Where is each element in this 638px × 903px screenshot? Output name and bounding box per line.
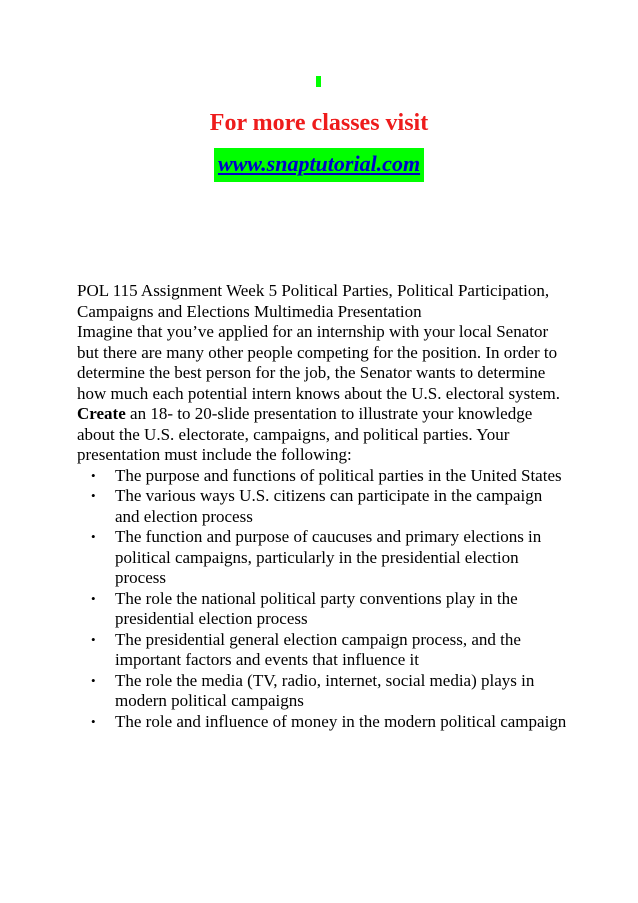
- list-item: [77, 466, 567, 487]
- assignment-intro: Imagine that you’ve applied for an internship with your local Senator but there are many other people competing for the position. In order to determine the best person for the job, the Senator wants to determine how much each potential intern knows about the U.S. electoral system.: [77, 322, 560, 403]
- bullet-icon: •: [91, 590, 96, 606]
- list-item: [77, 589, 567, 630]
- list-item-text: The role the national political party conventions play in the presidential election process: [115, 588, 518, 628]
- create-text: an 18- to 20-slide presentation to illustrate your knowledge about the U.S. electorate, campaigns, and political parties. Your presentation must include the following:: [77, 404, 533, 464]
- assignment-title: POL 115 Assignment Week 5 Political Parties, Political Participation, Campaigns and Elections Multimedia Presentation: [77, 281, 550, 321]
- list-item-text: The role the media (TV, radio, internet, social media) plays in modern political campaigns: [115, 670, 535, 710]
- bullet-icon: •: [91, 488, 96, 503]
- list-item: [77, 486, 567, 527]
- list-item-text: The role and influence of money in the modern political campaign: [115, 711, 567, 731]
- assignment-instructions: [77, 404, 567, 466]
- list-item-text: The purpose and functions of political parties in the United States: [115, 465, 562, 485]
- promo-headline: For more classes visit: [209, 110, 429, 136]
- list-item: [77, 671, 567, 712]
- assignment-body: [77, 281, 567, 732]
- bullet-icon: •: [91, 529, 96, 544]
- list-item: [77, 527, 567, 589]
- website-link[interactable]: www.snaptutorial.com: [214, 148, 424, 182]
- bullet-icon: •: [91, 631, 96, 647]
- list-item-text: The function and purpose of caucuses and primary elections in political campaigns, particularly in the presidential election process: [115, 527, 542, 587]
- list-item: [77, 712, 567, 733]
- requirements-list: [77, 466, 567, 733]
- create-keyword: Create: [77, 404, 126, 423]
- list-item: [77, 630, 567, 671]
- bullet-icon: •: [91, 467, 96, 483]
- bullet-icon: •: [91, 713, 96, 729]
- list-item-text: The presidential general election campaign process, and the important factors and events that influence it: [115, 629, 521, 669]
- highlight-marker: [316, 76, 321, 87]
- list-item-text: The various ways U.S. citizens can participate in the campaign and election process: [115, 486, 543, 526]
- promo-link-container: [0, 148, 638, 182]
- bullet-icon: •: [91, 672, 96, 688]
